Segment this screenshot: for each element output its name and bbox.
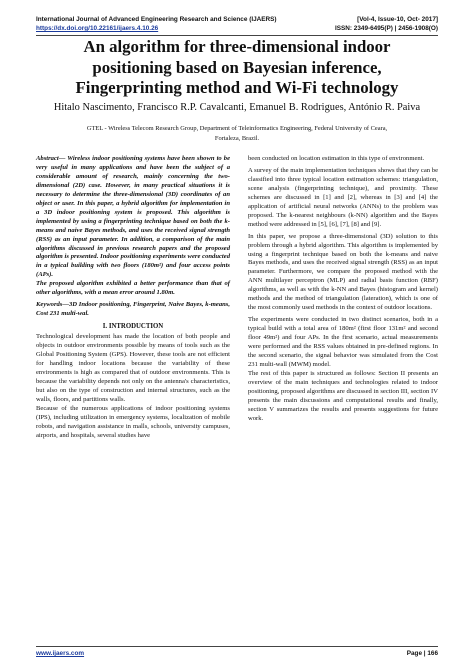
body-paragraph: The experiments were conducted in two distinct scenarios, both in a typical build with a total area of 180m² (first floor 131m² and second floor 49m²) and four APs. In the first scenario, actual measurements were performed and the RSS values obtained in pre-defined regions. In the second scenario, the signal behavior was simulated from the Cost 231 multi-wall (MWM) model.: [248, 316, 438, 368]
affiliation: [60, 124, 414, 144]
left-column: [36, 155, 230, 441]
title-line: Fingerprinting method and Wi-Fi technology: [75, 78, 399, 97]
title-line: An algorithm for three-dimensional indoor: [83, 37, 391, 56]
body-paragraph: A survey of the main implementation techniques shows that they can be classified into three typical location estimation schemes: triangulation, scene analysis (fingerprinting technique), and proximity. These schemes are discussed in [1] and [2], whereas in [3] and [4] the application of artificial neural networks (ANNs) to the problem was proposed. The k-nearest neighbours (k-NN) algorithm and the Bayes method were addressed in [5], [6], [7], [8] and [9].: [248, 166, 438, 228]
body-paragraph: Technological development has made the location of both people and objects in outdoor environments possible by means of tools such as the Global Positioning System (GPS). However, these tools are not efficient for handling indoor locations because the variability of these environments is high as compared that of outdoor environments. This is because the variability depends not only on the antenna's characteristics, but also on the type of construction and internal structures, such as the walls, floors, and partitions walls.: [36, 333, 230, 403]
journal-name: International Journal of Advanced Engineering Research and Science (IJAERS): [36, 16, 277, 23]
affiliation-line: GTEL - Wireless Telecom Research Group, Department of Teleinformatics Engineering, Federal University of Ceara,: [86, 125, 388, 132]
body-paragraph: been conducted on location estimation in this type of environment.: [248, 155, 425, 162]
title-line: positioning based on Bayesian inference,: [92, 57, 382, 77]
body-paragraph: Because of the numerous applications of indoor positioning systems (IPS), including utilization in emergency systems, localization of mobile robots, and navigation assistance in malls, schools, university campuses, airports, and hospitals, several studies have: [36, 404, 230, 439]
journal-website-link[interactable]: www.ijaers.com: [36, 650, 85, 657]
right-column: [248, 155, 438, 424]
header-rule: [36, 35, 438, 36]
volume-issue: [Vol-4, Issue-10, Oct- 2017]: [357, 16, 438, 23]
body-paragraph: The rest of this paper is structured as follows: Section II presents an overview of the main techniques and technologies related to indoor positioning, proposed algorithms are discussed in section III, section IV presents the main discussions and computational results and finally, section V summarizes the results and presents suggestions for future work.: [248, 369, 438, 422]
author-list: Hitalo Nascimento, Francisco R.P. Cavalcanti, Emanuel B. Rodrigues, António R. Paiva: [53, 102, 421, 113]
section-heading-introduction: I. INTRODUCTION: [102, 323, 164, 331]
affiliation-line: Fortaleza, Brazil.: [214, 135, 260, 142]
page-number: Page | 166: [406, 650, 438, 657]
body-paragraph: In this paper, we propose a three-dimensional (3D) solution to this problem through a hybrid algorithm. This algorithm is implemented by using a fingerprint technique based on both the k-means and naive Bayes methods, and uses the received signal strength (RSS) as an input parameter. Furthermore, we compare the proposed method with the ANN multilayer perceptron (MLP) and radial basis function (RBF) algorithms, as well as with the k-NN and Bayes (histogram and kernel) methods and the method of triangulation (lateration), which is one of the most commonly used methods in the context of outdoor locations.: [248, 232, 438, 312]
abstract-paragraph: The proposed algorithm exhibited a better performance than that of other algorithms, with a mean error around 1.80m.: [36, 280, 230, 297]
paper-title: [36, 37, 438, 99]
issn: ISSN: 2349-6495(P) | 2456-1908(O): [334, 25, 438, 32]
abstract-paragraph: Abstract— Wireless indoor positioning systems have been shown to be very useful in many applications and have been the subject of a considerable amount of research, mainly concerning the two-dimensional (2D) case. However, in many practical situations it is necessary to determine the three-dimensional (3D) coordinates of an object or user. In this paper, a hybrid algorithm for implementation in a 3D indoor positioning system is proposed. This algorithm is implemented by using a fingerprinting technique based on both the k-means and naive Bayes methods, and uses the received signal strength (RSS) as an input parameter. In addition, a comparison of the main algorithms discussed in previous research papers and the proposed algorithm is presented. Indoor positioning experiments were conducted in a typical building with two floors (180m²) and four access points (APs).: [36, 155, 230, 279]
keywords: Keywords—3D Indoor positioning, Fingerprint, Naive Bayes, k-means, Cost 231 multi-wal.: [36, 301, 230, 318]
footer-rule: [36, 646, 438, 647]
doi-link[interactable]: https://dx.doi.org/10.22161/ijaers.4.10.26: [36, 25, 159, 32]
